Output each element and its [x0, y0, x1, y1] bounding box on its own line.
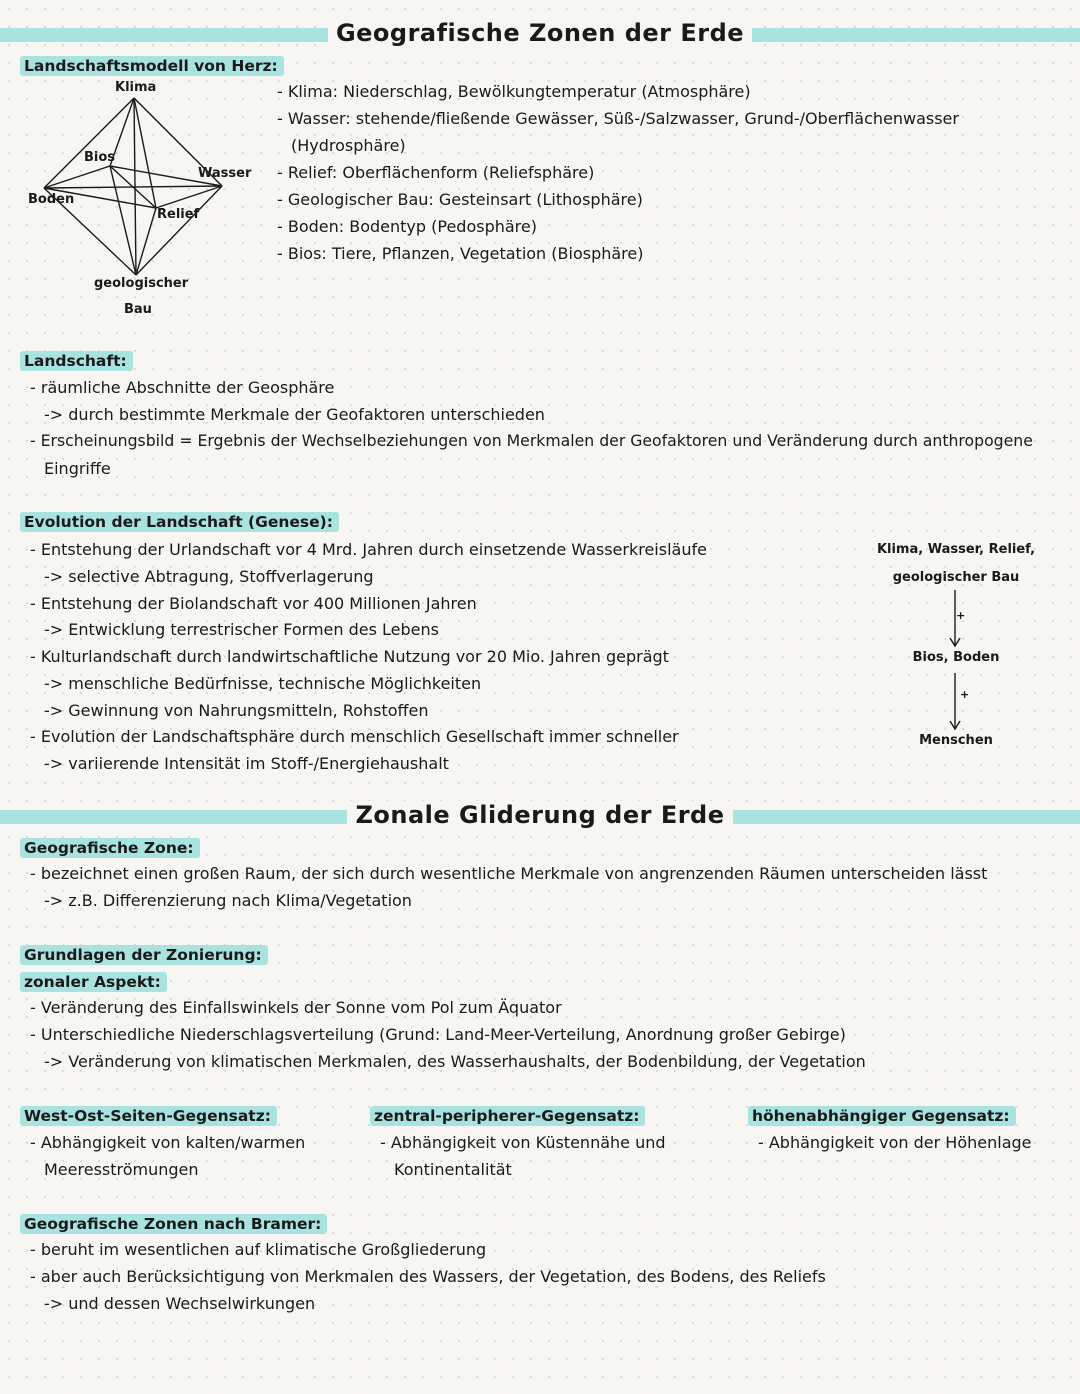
grundlagen-heading: Grundlagen der Zonierung:: [20, 945, 268, 965]
herz-item: - Klima: Niederschlag, Bewölkungtemperatur (Atmosphäre): [277, 82, 751, 101]
flow-top-line2: geologischer Bau: [892, 570, 1020, 585]
herz-item: - Relief: Oberflächenform (Reliefsphäre): [277, 163, 595, 182]
hoehe-item: - Abhängigkeit von der Höhenlage: [758, 1133, 1032, 1152]
grundlagen-item: -> Veränderung von klimatischen Merkmalen, des Wasserhaushalts, der Bodenbildung, der Vegetation: [44, 1052, 866, 1071]
evolution-heading: Evolution der Landschaft (Genese):: [20, 512, 339, 532]
page-title-text: Geografische Zonen der Erde: [328, 19, 752, 47]
evolution-item: -> Gewinnung von Nahrungsmitteln, Rohstoffen: [44, 701, 429, 720]
flow-bottom: Menschen: [919, 733, 993, 748]
evolution-item: - Evolution der Landschaftsphäre durch menschlich Gesellschaft immer schneller: [30, 727, 679, 746]
bramer-item: - beruht im wesentlichen auf klimatische Großgliederung: [30, 1240, 487, 1259]
zone-item: -> z.B. Differenzierung nach Klima/Vegetation: [44, 891, 412, 910]
diagram-label-relief: Relief: [157, 207, 200, 222]
westost-item: - Abhängigkeit von kalten/warmen: [30, 1133, 306, 1152]
bramer-item: -> und dessen Wechselwirkungen: [44, 1294, 316, 1313]
edge-bios-geo: [110, 166, 136, 275]
section-title-text: Zonale Gliderung der Erde: [347, 801, 732, 829]
zentral-heading: zentral-peripherer-Gegensatz:: [370, 1106, 645, 1126]
herz-item: - Boden: Bodentyp (Pedosphäre): [277, 217, 537, 236]
evolution-item: -> Entwicklung terrestrischer Formen des Lebens: [44, 620, 439, 639]
westost-heading: West-Ost-Seiten-Gegensatz:: [20, 1106, 277, 1126]
zentral-item: Kontinentalität: [394, 1160, 512, 1179]
evolution-item: -> variierende Intensität im Stoff-/Energiehaushalt: [44, 754, 449, 773]
herz-item: - Bios: Tiere, Pflanzen, Vegetation (Biosphäre): [277, 244, 644, 263]
evolution-item: -> menschliche Bedürfnisse, technische Möglichkeiten: [44, 674, 482, 693]
herz-item: (Hydrosphäre): [291, 136, 406, 155]
diagram-label-geo-line1: geologischer: [94, 276, 189, 291]
evolution-item: - Entstehung der Biolandschaft vor 400 Millionen Jahren: [30, 594, 477, 613]
grundlagen-item: - Unterschiedliche Niederschlagsverteilung (Grund: Land-Meer-Verteilung, Anordnung großer Gebirge): [30, 1025, 846, 1044]
landschaft-item: Eingriffe: [44, 459, 111, 478]
landschaft-item: - Erscheinungsbild = Ergebnis der Wechselbeziehungen von Merkmalen der Geofaktoren und Veränderung durch anthropogene: [30, 431, 1033, 450]
bramer-item: - aber auch Berücksichtigung von Merkmalen des Wassers, der Vegetation, des Bodens, des Reliefs: [30, 1267, 826, 1286]
evolution-item: -> selective Abtragung, Stoffverlagerung: [44, 567, 374, 586]
evolution-item: - Kulturlandschaft durch landwirtschaftliche Nutzung vor 20 Mio. Jahren geprägt: [30, 647, 669, 666]
landschaft-item: - räumliche Abschnitte der Geosphäre: [30, 378, 335, 397]
zonal-aspect-heading: zonaler Aspekt:: [20, 972, 167, 992]
diagram-label-wasser: Wasser: [198, 166, 252, 181]
zentral-item: - Abhängigkeit von Küstennähe und: [380, 1133, 666, 1152]
bramer-heading: Geografische Zonen nach Bramer:: [20, 1214, 327, 1234]
diagram-label-klima: Klima: [115, 80, 157, 95]
grundlagen-item: - Veränderung des Einfallswinkels der Sonne vom Pol zum Äquator: [30, 998, 562, 1017]
zone-heading: Geografische Zone:: [20, 838, 200, 858]
herz-item: - Wasser: stehende/fließende Gewässer, Süß-/Salzwasser, Grund-/Oberflächenwasser: [277, 109, 959, 128]
flow-top-line1: Klima, Wasser, Relief,: [876, 542, 1036, 557]
westost-item: Meeresströmungen: [44, 1160, 199, 1179]
landschaft-heading: Landschaft:: [20, 351, 133, 371]
section-title: [0, 801, 1080, 829]
landschaft-item: -> durch bestimmte Merkmale der Geofaktoren unterschieden: [44, 405, 545, 424]
herz-item: - Geologischer Bau: Gesteinsart (Lithosphäre): [277, 190, 643, 209]
herz-heading: Landschaftsmodell von Herz:: [20, 56, 284, 76]
edge-boden-bios: [44, 166, 110, 188]
diagram-label-geo-line2: Bau: [124, 302, 152, 317]
diagram-label-bios: Bios: [84, 150, 116, 165]
diagram-label-boden: Boden: [28, 192, 75, 207]
zone-item: - bezeichnet einen großen Raum, der sich durch wesentliche Merkmale von angrenzenden Räumen unterscheiden lässt: [30, 864, 988, 883]
hoehe-heading: höhenabhängiger Gegensatz:: [748, 1106, 1016, 1126]
flow-plus-1: +: [956, 609, 966, 622]
flow-middle: Bios, Boden: [912, 650, 1000, 665]
flow-plus-2: +: [960, 688, 970, 701]
edge-klima-boden: [44, 98, 134, 188]
evolution-item: - Entstehung der Urlandschaft vor 4 Mrd. Jahren durch einsetzende Wasserkreisläufe: [30, 540, 707, 559]
